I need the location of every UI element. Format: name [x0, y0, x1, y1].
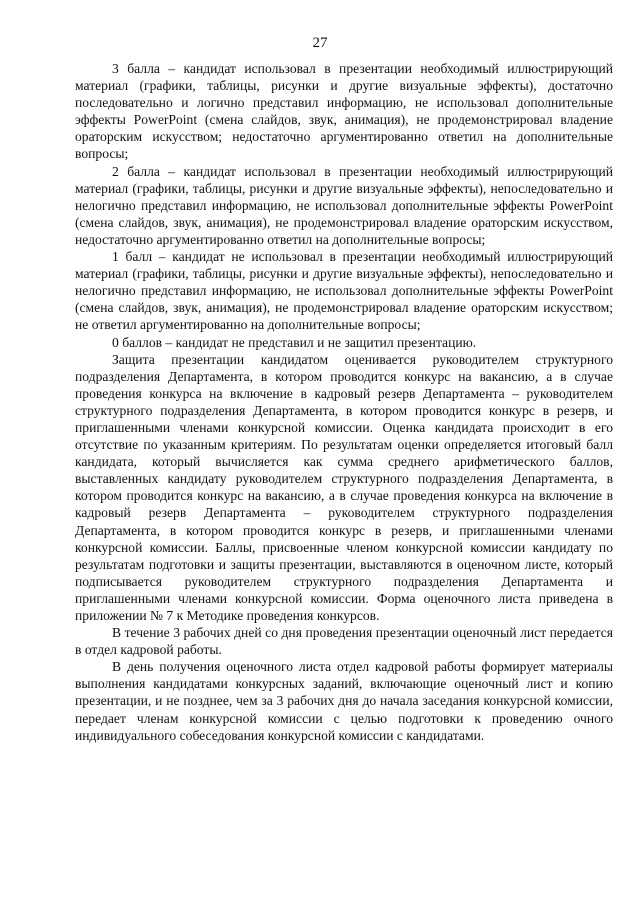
- paragraph-score-1: 1 балл – кандидат не использовал в презентации необходимый иллюстрирующий материал (графики, таблицы, рисунки и другие визуальные эффекты), непоследовательно и нелогично представил информацию, не использовал дополнительные эффекты PowerPoint (смена слайдов, звук, анимация), не продемонстрировал владение ораторским искусством; не ответил аргументированно на дополнительные вопросы;: [75, 249, 613, 333]
- paragraph-evaluation-procedure: Защита презентации кандидатом оценивается руководителем структурного подразделения Департамента, в котором проводится конкурс на вакансию, а в случае проведения конкурса на включение в кадровый резерв Департамента – руководителем структурного подразделения Департамента, в котором проводится конкурс в резерв, и приглашенными членами конкурсной комиссии. Оценка кандидата происходит в его отсутствие по указанным критериям. По результатам оценки определяется итоговый балл кандидата, который вычисляется как сумма среднего арифметического баллов, выставленных кандидату руководителем структурного подразделения Департамента, в котором проводится конкурс на вакансию, а в случае проведения конкурса на включение в кадровый резерв Департамента – руководителем структурного подразделения Департамента, в котором проводится конкурс в резерв, и приглашенными членами конкурсной комиссии. Баллы, присвоенные членом конкурсной комиссии кандидату по результатам подготовки и защиты презентации, выставляются в оценочном листе, который подписывается руководителем структурного подразделения Департамента и приглашенными членами конкурсной комиссии. Форма оценочного листа приведена в приложении № 7 к Методике проведения конкурсов.: [75, 351, 613, 623]
- paragraph-score-3: 3 балла – кандидат использовал в презентации необходимый иллюстрирующий материал (графики, таблицы, рисунки и другие визуальные эффекты), достаточно последовательно и логично представил информацию, не использовал дополнительные эффекты PowerPoint (смена слайдов, звук, анимация), не продемонстрировал владение ораторским искусством; недостаточно аргументированно ответил на дополнительные вопросы;: [75, 61, 613, 162]
- paragraph-score-2: 2 балла – кандидат использовал в презентации необходимый иллюстрирующий материал (графики, таблицы, рисунки и другие визуальные эффекты), непоследовательно и нелогично представил информацию, не использовал дополнительные эффекты PowerPoint (смена слайдов, звук, анимация), не продемонстрировал владение ораторским искусством, недостаточно аргументированно ответил на дополнительные вопросы;: [75, 163, 613, 247]
- page-number: 27: [312, 35, 328, 51]
- paragraph-score-0: 0 баллов – кандидат не представил и не защитил презентацию.: [112, 334, 477, 350]
- paragraph-transfer-deadline: В течение 3 рабочих дней со дня проведения презентации оценочный лист передается в отдел кадровой работы.: [75, 625, 613, 658]
- document-body: [75, 60, 613, 744]
- paragraph-materials-formation: В день получения оценочного листа отдел кадровой работы формирует материалы выполнения кандидатами конкурсных заданий, включающие оценочный лист и копию презентации, и не позднее, чем за 3 рабочих дня до начала заседания конкурсной комиссии, передает членам конкурсной комиссии с целью подготовки к проведению очного индивидуального собеседования конкурсной комиссии с кандидатами.: [75, 659, 613, 743]
